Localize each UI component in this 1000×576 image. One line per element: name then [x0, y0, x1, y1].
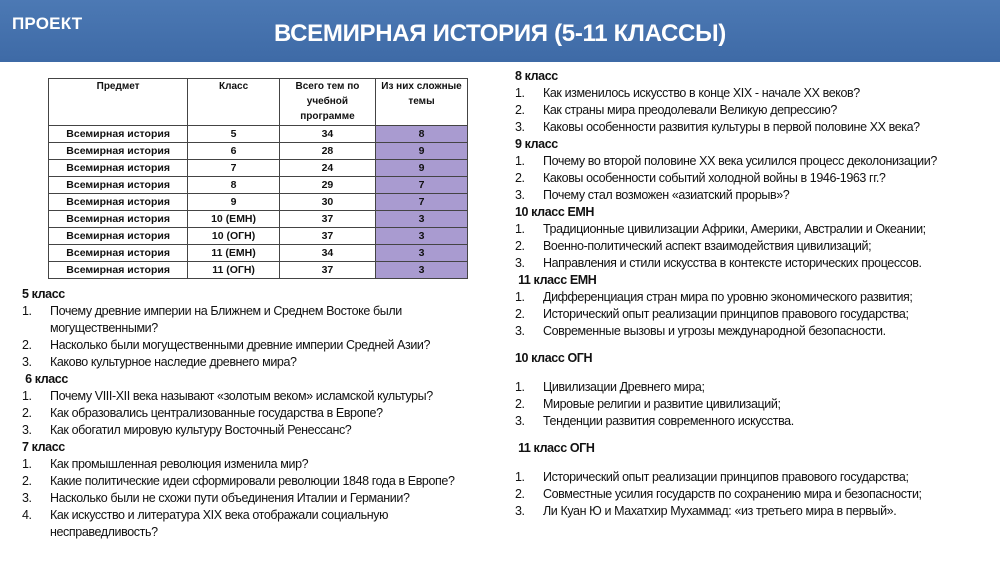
cell-subject: Всемирная история: [49, 126, 188, 143]
topic-item: [515, 119, 995, 136]
topic-text: Почему древние империи на Ближнем и Среднем Востоке были могущественными?: [50, 304, 402, 335]
topic-number: 1.: [22, 304, 32, 318]
cell-subject: Всемирная история: [49, 194, 188, 211]
topic-text: Цивилизации Древнего мира;: [543, 380, 705, 394]
table-row: [49, 245, 468, 262]
topic-text: Ли Куан Ю и Махатхир Мухаммад: «из третьего мира в первый».: [543, 504, 897, 518]
topic-text: Насколько были могущественными древние империи Средней Азии?: [50, 338, 431, 352]
topic-item: [22, 422, 492, 439]
grade-section: [22, 439, 492, 541]
topic-text: Как обогатил мировую культуру Восточный Ренессанс?: [50, 423, 352, 437]
topic-item: [515, 255, 995, 272]
topic-item: [22, 388, 492, 405]
grade-section: [515, 350, 995, 430]
topic-item: [515, 85, 995, 102]
right-topics-column: [515, 68, 995, 520]
cell-subject: Всемирная история: [49, 177, 188, 194]
grade-section: [22, 371, 492, 439]
cell-grade: 9: [188, 194, 280, 211]
grade-section: [515, 68, 995, 136]
topic-number: 3.: [22, 491, 32, 505]
topic-list: [515, 289, 995, 340]
section-heading: 7 класс: [22, 440, 65, 454]
topic-list: [22, 456, 492, 541]
topic-item: [515, 469, 995, 486]
cell-subject: Всемирная история: [49, 228, 188, 245]
cell-grade: 5: [188, 126, 280, 143]
topic-text: Каковы особенности событий холодной войны в 1946-1963 гг.?: [543, 171, 886, 185]
cell-grade: 7: [188, 160, 280, 177]
topic-item: [22, 456, 492, 473]
topic-text: Почему во второй половине XX века усилился процесс деколонизации?: [543, 154, 937, 168]
section-heading: 11 класс ОГН: [515, 441, 595, 455]
topic-text: Тенденции развития современного искусства.: [543, 414, 794, 428]
topic-item: [515, 102, 995, 119]
cell-difficult: 9: [375, 143, 467, 160]
topic-number: 1.: [515, 154, 525, 168]
topic-item: [515, 396, 995, 413]
topic-text: Почему стал возможен «азиатский прорыв»?: [543, 188, 790, 202]
topic-text: Традиционные цивилизации Африки, Америки, Австралии и Океании;: [543, 222, 926, 236]
topic-number: 3.: [515, 414, 525, 428]
topic-list: [515, 469, 995, 520]
cell-difficult: 9: [375, 160, 467, 177]
cell-total: 34: [279, 245, 375, 262]
topic-text: Мировые религии и развитие цивилизаций;: [543, 397, 781, 411]
table-row: [49, 143, 468, 160]
cell-total: 30: [279, 194, 375, 211]
cell-grade: 11 (ОГН): [188, 262, 280, 279]
topic-item: [515, 170, 995, 187]
cell-subject: Всемирная история: [49, 160, 188, 177]
grade-section: [515, 440, 995, 520]
topic-list: [22, 388, 492, 439]
topic-number: 1.: [515, 86, 525, 100]
topic-number: 3.: [515, 188, 525, 202]
topic-item: [515, 323, 995, 340]
topic-text: Как изменилось искусство в конце XIX - начале XX веков?: [543, 86, 860, 100]
topic-number: 1.: [515, 380, 525, 394]
topic-number: 1.: [515, 222, 525, 236]
cell-difficult: 3: [375, 228, 467, 245]
table-row: [49, 262, 468, 279]
topic-item: [515, 238, 995, 255]
topic-list: [515, 221, 995, 272]
topic-number: 2.: [515, 103, 525, 117]
topic-item: [515, 187, 995, 204]
grade-section: [515, 136, 995, 204]
table-row: [49, 126, 468, 143]
topic-item: [515, 306, 995, 323]
topic-number: 3.: [515, 504, 525, 518]
grade-section: [515, 204, 995, 272]
table-body: [49, 126, 468, 279]
grade-section: [22, 286, 492, 371]
cell-subject: Всемирная история: [49, 262, 188, 279]
topic-text: Как образовались централизованные государства в Европе?: [50, 406, 383, 420]
topic-number: 1.: [515, 290, 525, 304]
topic-number: 2.: [515, 397, 525, 411]
table-header-row: [49, 79, 468, 126]
table-row: [49, 228, 468, 245]
section-heading: 8 класс: [515, 69, 558, 83]
topic-text: Как искусство и литература XIX века отображали социальную несправедливость?: [50, 508, 389, 539]
title-banner: [0, 0, 1000, 62]
section-heading: 5 класс: [22, 287, 65, 301]
cell-total: 34: [279, 126, 375, 143]
topic-item: [515, 153, 995, 170]
cell-grade: 8: [188, 177, 280, 194]
section-heading: 9 класс: [515, 137, 558, 151]
column-header-grade: Класс: [188, 79, 280, 126]
topic-number: 2.: [22, 406, 32, 420]
section-heading: 11 класс ЕМН: [515, 273, 597, 287]
topic-text: Насколько были не схожи пути объединения Италии и Германии?: [50, 491, 410, 505]
cell-total: 24: [279, 160, 375, 177]
topic-item: [515, 379, 995, 396]
topic-number: 2.: [515, 487, 525, 501]
left-topics-column: [22, 286, 492, 541]
topic-number: 2.: [515, 307, 525, 321]
column-header-difficult: Из них сложные темы: [375, 79, 467, 126]
topic-text: Дифференциация стран мира по уровню экономического развития;: [543, 290, 913, 304]
section-heading: 10 класс ОГН: [515, 351, 593, 365]
topic-text: Почему VIII-XII века называют «золотым веком» исламской культуры?: [50, 389, 433, 403]
cell-difficult: 8: [375, 126, 467, 143]
topic-number: 2.: [515, 239, 525, 253]
cell-total: 37: [279, 262, 375, 279]
table-row: [49, 194, 468, 211]
topic-item: [22, 354, 492, 371]
grade-section: [515, 272, 995, 340]
cell-difficult: 7: [375, 177, 467, 194]
cell-total: 37: [279, 211, 375, 228]
topic-number: 3.: [22, 423, 32, 437]
topic-text: Исторический опыт реализации принципов правового государства;: [543, 307, 909, 321]
topic-item: [515, 486, 995, 503]
topic-number: 4.: [22, 508, 32, 522]
cell-subject: Всемирная история: [49, 143, 188, 160]
topic-number: 3.: [515, 120, 525, 134]
topic-list: [22, 303, 492, 371]
cell-difficult: 3: [375, 211, 467, 228]
topic-item: [515, 413, 995, 430]
cell-grade: 6: [188, 143, 280, 160]
topic-text: Современные вызовы и угрозы международной безопасности.: [543, 324, 886, 338]
cell-grade: 10 (ОГН): [188, 228, 280, 245]
topic-number: 1.: [515, 470, 525, 484]
cell-total: 37: [279, 228, 375, 245]
topic-number: 1.: [22, 457, 32, 471]
topic-item: [515, 221, 995, 238]
topic-list: [515, 153, 995, 204]
table-row: [49, 177, 468, 194]
topic-number: 1.: [22, 389, 32, 403]
section-heading: 6 класс: [22, 372, 68, 386]
topic-text: Военно-политический аспект взаимодействия цивилизаций;: [543, 239, 872, 253]
topic-text: Исторический опыт реализации принципов правового государства;: [543, 470, 909, 484]
cell-difficult: 7: [375, 194, 467, 211]
topic-number: 2.: [22, 474, 32, 488]
topic-text: Как промышленная революция изменила мир?: [50, 457, 309, 471]
topic-item: [22, 337, 492, 354]
topic-text: Какие политические идеи сформировали революции 1848 года в Европе?: [50, 474, 455, 488]
cell-difficult: 3: [375, 262, 467, 279]
section-heading: 10 класс ЕМН: [515, 205, 595, 219]
cell-difficult: 3: [375, 245, 467, 262]
topic-number: 3.: [22, 355, 32, 369]
topic-item: [515, 289, 995, 306]
topic-text: Каковы особенности развития культуры в первой половине XX века?: [543, 120, 920, 134]
topic-item: [22, 405, 492, 422]
topic-list: [515, 85, 995, 136]
topic-number: 2.: [515, 171, 525, 185]
topic-text: Как страны мира преодолевали Великую депрессию?: [543, 103, 837, 117]
table-row: [49, 211, 468, 228]
topic-item: [22, 303, 492, 337]
topic-text: Каково культурное наследие древнего мира?: [50, 355, 297, 369]
topic-item: [22, 473, 492, 490]
topic-list: [515, 379, 995, 430]
column-header-subject: Предмет: [49, 79, 188, 126]
topic-item: [22, 507, 492, 541]
cell-subject: Всемирная история: [49, 211, 188, 228]
cell-total: 29: [279, 177, 375, 194]
topic-number: 3.: [515, 324, 525, 338]
topics-table: [48, 78, 468, 279]
table-row: [49, 160, 468, 177]
topic-text: Совместные усилия государств по сохранению мира и безопасности;: [543, 487, 922, 501]
topic-number: 2.: [22, 338, 32, 352]
topic-item: [515, 503, 995, 520]
topic-item: [22, 490, 492, 507]
cell-subject: Всемирная история: [49, 245, 188, 262]
cell-total: 28: [279, 143, 375, 160]
cell-grade: 10 (ЕМН): [188, 211, 280, 228]
page-title: ВСЕМИРНАЯ ИСТОРИЯ (5-11 КЛАССЫ): [274, 20, 726, 47]
cell-grade: 11 (ЕМН): [188, 245, 280, 262]
topic-text: Направления и стили искусства в контексте исторических процессов.: [543, 256, 922, 270]
topic-number: 3.: [515, 256, 525, 270]
column-header-total: Всего тем по учебной программе: [279, 79, 375, 126]
project-tag: ПРОЕКТ: [12, 14, 83, 33]
